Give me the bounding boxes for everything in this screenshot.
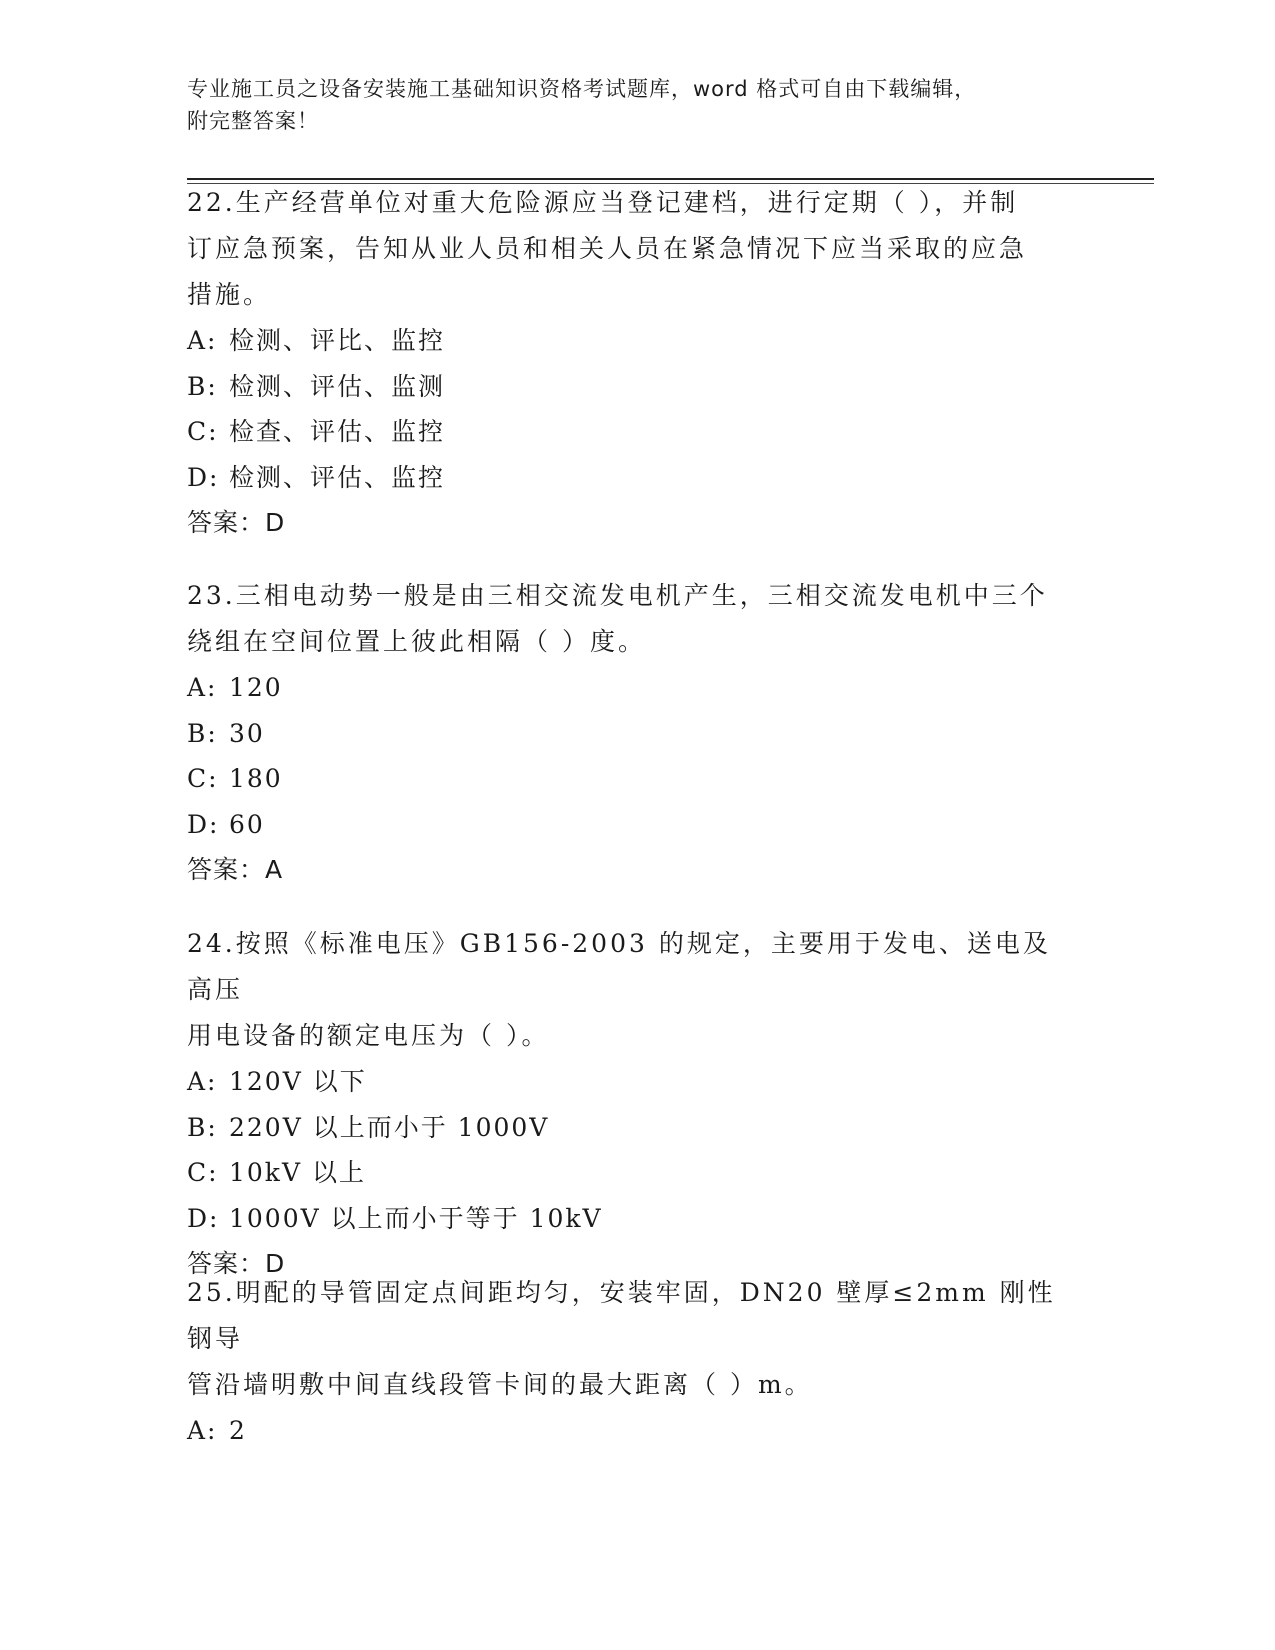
option-a <box>187 665 1087 711</box>
option-d <box>187 1196 1087 1242</box>
option-text: 2 <box>229 1416 247 1445</box>
option-key: D: <box>187 809 220 839</box>
option-key: B: <box>187 718 218 748</box>
option-key: D: <box>187 1203 220 1233</box>
stem-line: 绕组在空间位置上彼此相隔（ ）度。 <box>187 627 646 656</box>
stem-line: 22.生产经营单位对重大危险源应当登记建档，进行定期（ ），并制 <box>187 188 1019 217</box>
option-key: C: <box>187 417 219 446</box>
option-c <box>187 756 1087 802</box>
option-b <box>187 711 1087 757</box>
option-key: B: <box>187 1112 218 1142</box>
option-key: A: <box>187 673 218 702</box>
option-d <box>187 802 1087 848</box>
option-text: 60 <box>229 809 265 839</box>
option-key: C: <box>187 764 219 793</box>
question-stem <box>187 180 1067 318</box>
option-text: 检测、评估、监控 <box>229 462 446 492</box>
option-text: 120 <box>229 673 283 702</box>
option-text: 220V 以上而小于 1000V <box>229 1112 550 1142</box>
option-text: 120V 以下 <box>229 1067 367 1096</box>
question-25 <box>187 1270 1087 1454</box>
option-key: A: <box>187 1067 218 1096</box>
option-b <box>187 364 1087 410</box>
answer-line: 答案：D <box>187 508 286 537</box>
question-22 <box>187 180 1087 545</box>
stem-line: 管沿墙明敷中间直线段管卡间的最大距离（ ）m。 <box>187 1370 813 1399</box>
answer-line: 答案：A <box>187 855 284 884</box>
question-stem <box>187 921 1067 1059</box>
option-key: A: <box>187 1416 218 1445</box>
stem-line: 23.三相电动势一般是由三相交流发电机产生，三相交流发电机中三个 <box>187 581 1048 610</box>
question-stem <box>187 1270 1067 1408</box>
header-line-2: 附完整答案！ <box>187 109 319 133</box>
option-text: 10kV 以上 <box>229 1158 366 1187</box>
stem-line: 措施。 <box>187 280 272 309</box>
option-key: A: <box>187 326 218 355</box>
stem-line: 订应急预案，告知从业人员和相关人员在紧急情况下应当采取的应急 <box>187 234 1028 263</box>
option-text: 1000V 以上而小于等于 10kV <box>229 1203 603 1233</box>
option-key: C: <box>187 1158 219 1187</box>
question-stem <box>187 573 1067 665</box>
option-key: D: <box>187 462 220 492</box>
answer-line: 答案：D <box>187 1249 286 1278</box>
stem-line: 25.明配的导管固定点间距均匀，安装牢固，DN20 壁厚≤2mm 刚性钢导 <box>187 1278 1056 1353</box>
stem-line: 24.按照《标准电压》GB156-2003 的规定，主要用于发电、送电及高压 <box>187 929 1051 1004</box>
question-24 <box>187 921 1087 1286</box>
stem-line: 用电设备的额定电压为（ ）。 <box>187 1021 550 1050</box>
question-23 <box>187 573 1087 892</box>
option-d <box>187 455 1087 501</box>
option-text: 检测、评估、监测 <box>229 371 446 401</box>
option-text: 检查、评估、监控 <box>229 417 446 446</box>
option-c <box>187 1150 1087 1196</box>
option-c <box>187 409 1087 455</box>
option-a <box>187 1059 1087 1105</box>
option-text: 检测、评比、监控 <box>229 326 446 355</box>
option-a <box>187 318 1087 364</box>
document-header <box>187 73 1087 137</box>
option-b <box>187 1105 1087 1151</box>
header-line-1: 专业施工员之设备安装施工基础知识资格考试题库，word 格式可自由下载编辑， <box>187 77 977 101</box>
option-text: 180 <box>229 764 283 793</box>
option-key: B: <box>187 371 218 401</box>
option-a <box>187 1408 1087 1454</box>
option-text: 30 <box>229 718 265 748</box>
